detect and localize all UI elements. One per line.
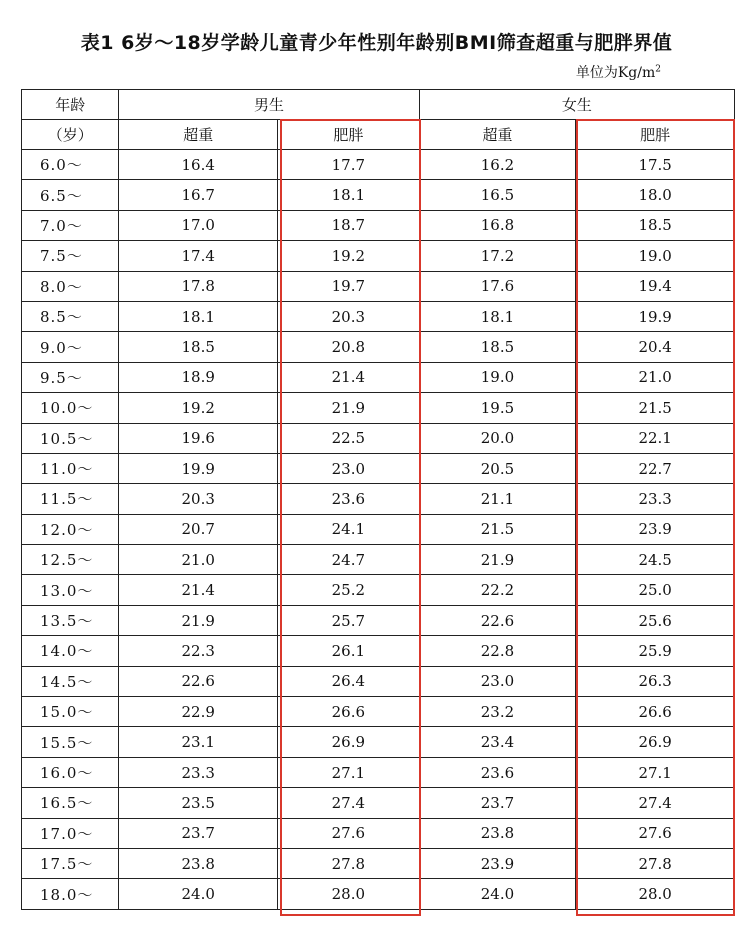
female-overweight-cell: 18.5 bbox=[419, 332, 576, 362]
age-header-line1: 年龄 bbox=[22, 90, 119, 120]
female-obese-cell: 21.0 bbox=[576, 362, 735, 392]
age-cell: 16.0～ bbox=[22, 757, 119, 787]
female-overweight-cell: 23.4 bbox=[419, 727, 576, 757]
male-overweight-cell: 23.1 bbox=[119, 727, 278, 757]
male-obese-cell: 21.9 bbox=[278, 393, 420, 423]
male-obese-cell: 24.1 bbox=[278, 514, 420, 544]
male-obese-cell: 27.4 bbox=[278, 788, 420, 818]
female-obese-cell: 25.6 bbox=[576, 605, 735, 635]
female-obese-header: 肥胖 bbox=[576, 120, 735, 150]
age-cell: 16.5～ bbox=[22, 788, 119, 818]
male-overweight-header: 超重 bbox=[119, 120, 278, 150]
female-overweight-cell: 23.7 bbox=[419, 788, 576, 818]
female-overweight-cell: 22.2 bbox=[419, 575, 576, 605]
male-overweight-cell: 20.7 bbox=[119, 514, 278, 544]
table-row bbox=[22, 697, 735, 727]
table-row bbox=[22, 453, 735, 483]
male-obese-cell: 26.1 bbox=[278, 636, 420, 666]
female-overweight-cell: 16.8 bbox=[419, 210, 576, 240]
male-obese-cell: 20.3 bbox=[278, 301, 420, 331]
unit-superscript: 2 bbox=[655, 64, 661, 75]
female-obese-cell: 26.3 bbox=[576, 666, 735, 696]
male-overweight-cell: 16.7 bbox=[119, 180, 278, 210]
table-row bbox=[22, 848, 735, 878]
male-overweight-cell: 17.4 bbox=[119, 241, 278, 271]
age-cell: 6.0～ bbox=[22, 150, 119, 180]
female-obese-cell: 25.0 bbox=[576, 575, 735, 605]
male-obese-cell: 22.5 bbox=[278, 423, 420, 453]
female-overweight-cell: 18.1 bbox=[419, 301, 576, 331]
male-obese-cell: 24.7 bbox=[278, 545, 420, 575]
female-overweight-cell: 23.2 bbox=[419, 697, 576, 727]
table-row bbox=[22, 545, 735, 575]
age-cell: 10.5～ bbox=[22, 423, 119, 453]
male-obese-cell: 27.6 bbox=[278, 818, 420, 848]
male-overweight-cell: 17.8 bbox=[119, 271, 278, 301]
table-row bbox=[22, 484, 735, 514]
female-obese-cell: 20.4 bbox=[576, 332, 735, 362]
table-row bbox=[22, 393, 735, 423]
male-obese-cell: 25.7 bbox=[278, 605, 420, 635]
female-overweight-cell: 23.9 bbox=[419, 848, 576, 878]
male-obese-cell: 19.2 bbox=[278, 241, 420, 271]
male-obese-cell: 23.6 bbox=[278, 484, 420, 514]
male-overweight-cell: 23.3 bbox=[119, 757, 278, 787]
age-cell: 7.0～ bbox=[22, 210, 119, 240]
table-row bbox=[22, 788, 735, 818]
male-overweight-cell: 18.9 bbox=[119, 362, 278, 392]
age-cell: 12.0～ bbox=[22, 514, 119, 544]
male-obese-cell: 26.9 bbox=[278, 727, 420, 757]
female-obese-cell: 23.9 bbox=[576, 514, 735, 544]
female-overweight-cell: 16.5 bbox=[419, 180, 576, 210]
female-obese-cell: 28.0 bbox=[576, 879, 735, 909]
table-row bbox=[22, 332, 735, 362]
female-obese-cell: 27.4 bbox=[576, 788, 735, 818]
female-overweight-cell: 17.6 bbox=[419, 271, 576, 301]
female-obese-cell: 22.7 bbox=[576, 453, 735, 483]
female-obese-cell: 25.9 bbox=[576, 636, 735, 666]
table-row bbox=[22, 241, 735, 271]
age-cell: 14.5～ bbox=[22, 666, 119, 696]
female-overweight-cell: 21.9 bbox=[419, 545, 576, 575]
female-obese-cell: 22.1 bbox=[576, 423, 735, 453]
male-overweight-cell: 22.3 bbox=[119, 636, 278, 666]
table-row bbox=[22, 271, 735, 301]
table-row bbox=[22, 727, 735, 757]
male-overweight-cell: 18.5 bbox=[119, 332, 278, 362]
unit-text: 单位为Kg/m bbox=[575, 65, 656, 81]
age-cell: 11.0～ bbox=[22, 453, 119, 483]
female-obese-cell: 21.5 bbox=[576, 393, 735, 423]
male-obese-header: 肥胖 bbox=[278, 120, 420, 150]
table-row bbox=[22, 605, 735, 635]
female-obese-cell: 19.4 bbox=[576, 271, 735, 301]
female-overweight-cell: 23.6 bbox=[419, 757, 576, 787]
male-overweight-cell: 19.2 bbox=[119, 393, 278, 423]
age-cell: 15.5～ bbox=[22, 727, 119, 757]
female-overweight-cell: 23.0 bbox=[419, 666, 576, 696]
male-obese-cell: 28.0 bbox=[278, 879, 420, 909]
female-obese-cell: 18.5 bbox=[576, 210, 735, 240]
female-overweight-cell: 21.1 bbox=[419, 484, 576, 514]
male-overweight-cell: 22.9 bbox=[119, 697, 278, 727]
female-obese-cell: 27.1 bbox=[576, 757, 735, 787]
age-cell: 14.0～ bbox=[22, 636, 119, 666]
male-obese-cell: 26.4 bbox=[278, 666, 420, 696]
female-overweight-cell: 24.0 bbox=[419, 879, 576, 909]
male-obese-cell: 23.0 bbox=[278, 453, 420, 483]
age-cell: 8.5～ bbox=[22, 301, 119, 331]
male-overweight-cell: 20.3 bbox=[119, 484, 278, 514]
table-row bbox=[22, 514, 735, 544]
age-cell: 8.0～ bbox=[22, 271, 119, 301]
age-cell: 11.5～ bbox=[22, 484, 119, 514]
table-row bbox=[22, 301, 735, 331]
table-row bbox=[22, 362, 735, 392]
age-cell: 17.0～ bbox=[22, 818, 119, 848]
male-overweight-cell: 22.6 bbox=[119, 666, 278, 696]
age-cell: 13.5～ bbox=[22, 605, 119, 635]
table-row bbox=[22, 210, 735, 240]
table-row bbox=[22, 818, 735, 848]
female-overweight-cell: 19.0 bbox=[419, 362, 576, 392]
bmi-table bbox=[21, 89, 735, 910]
female-overweight-cell: 16.2 bbox=[419, 150, 576, 180]
male-overweight-cell: 21.9 bbox=[119, 605, 278, 635]
male-obese-cell: 21.4 bbox=[278, 362, 420, 392]
female-overweight-cell: 22.8 bbox=[419, 636, 576, 666]
male-overweight-cell: 23.5 bbox=[119, 788, 278, 818]
unit-label bbox=[576, 62, 661, 82]
male-overweight-cell: 17.0 bbox=[119, 210, 278, 240]
table-row bbox=[22, 423, 735, 453]
male-overweight-cell: 19.6 bbox=[119, 423, 278, 453]
female-overweight-cell: 22.6 bbox=[419, 605, 576, 635]
table-row bbox=[22, 575, 735, 605]
age-cell: 18.0～ bbox=[22, 879, 119, 909]
female-obese-cell: 18.0 bbox=[576, 180, 735, 210]
male-overweight-cell: 23.7 bbox=[119, 818, 278, 848]
male-overweight-cell: 21.4 bbox=[119, 575, 278, 605]
female-obese-cell: 27.6 bbox=[576, 818, 735, 848]
age-header-line2: （岁） bbox=[22, 120, 119, 150]
table-row bbox=[22, 636, 735, 666]
female-obese-cell: 19.9 bbox=[576, 301, 735, 331]
table-title: 表1 6岁～18岁学龄儿童青少年性别年龄别BMI筛查超重与肥胖界值 bbox=[80, 32, 673, 54]
age-cell: 7.5～ bbox=[22, 241, 119, 271]
female-obese-cell: 26.9 bbox=[576, 727, 735, 757]
female-overweight-cell: 23.8 bbox=[419, 818, 576, 848]
female-obese-cell: 19.0 bbox=[576, 241, 735, 271]
female-header: 女生 bbox=[419, 90, 734, 120]
table-row bbox=[22, 180, 735, 210]
male-overweight-cell: 19.9 bbox=[119, 453, 278, 483]
male-obese-cell: 18.7 bbox=[278, 210, 420, 240]
table-body bbox=[22, 150, 735, 910]
male-overweight-cell: 16.4 bbox=[119, 150, 278, 180]
male-overweight-cell: 21.0 bbox=[119, 545, 278, 575]
male-obese-cell: 26.6 bbox=[278, 697, 420, 727]
age-cell: 10.0～ bbox=[22, 393, 119, 423]
male-overweight-cell: 23.8 bbox=[119, 848, 278, 878]
female-obese-cell: 26.6 bbox=[576, 697, 735, 727]
female-overweight-cell: 19.5 bbox=[419, 393, 576, 423]
age-cell: 13.0～ bbox=[22, 575, 119, 605]
age-cell: 15.0～ bbox=[22, 697, 119, 727]
age-cell: 9.5～ bbox=[22, 362, 119, 392]
table-row bbox=[22, 757, 735, 787]
male-obese-cell: 18.1 bbox=[278, 180, 420, 210]
female-overweight-cell: 17.2 bbox=[419, 241, 576, 271]
age-cell: 12.5～ bbox=[22, 545, 119, 575]
female-obese-cell: 27.8 bbox=[576, 848, 735, 878]
table-row bbox=[22, 150, 735, 180]
age-cell: 9.0～ bbox=[22, 332, 119, 362]
table-row bbox=[22, 879, 735, 909]
female-obese-cell: 24.5 bbox=[576, 545, 735, 575]
male-obese-cell: 25.2 bbox=[278, 575, 420, 605]
female-overweight-header: 超重 bbox=[419, 120, 576, 150]
female-overweight-cell: 21.5 bbox=[419, 514, 576, 544]
age-cell: 6.5～ bbox=[22, 180, 119, 210]
male-obese-cell: 20.8 bbox=[278, 332, 420, 362]
male-header: 男生 bbox=[119, 90, 419, 120]
male-obese-cell: 17.7 bbox=[278, 150, 420, 180]
male-obese-cell: 27.1 bbox=[278, 757, 420, 787]
male-overweight-cell: 18.1 bbox=[119, 301, 278, 331]
female-obese-cell: 23.3 bbox=[576, 484, 735, 514]
male-obese-cell: 19.7 bbox=[278, 271, 420, 301]
female-obese-cell: 17.5 bbox=[576, 150, 735, 180]
male-overweight-cell: 24.0 bbox=[119, 879, 278, 909]
age-cell: 17.5～ bbox=[22, 848, 119, 878]
table-row bbox=[22, 666, 735, 696]
female-overweight-cell: 20.5 bbox=[419, 453, 576, 483]
female-overweight-cell: 20.0 bbox=[419, 423, 576, 453]
male-obese-cell: 27.8 bbox=[278, 848, 420, 878]
